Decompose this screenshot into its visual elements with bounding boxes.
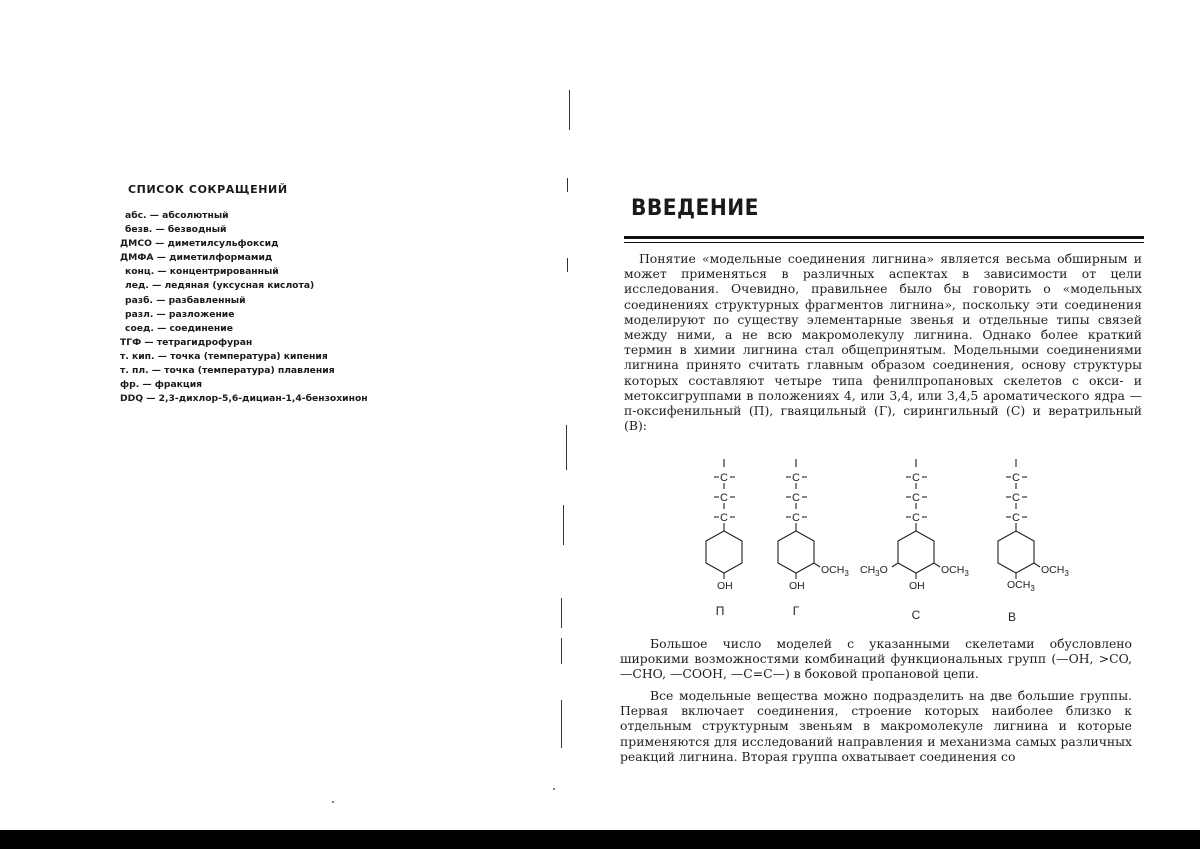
gutter-line: [567, 258, 568, 272]
gutter-line: [563, 505, 564, 545]
abbreviation-item: ТГФ — тетрагидрофуран: [120, 336, 253, 348]
gutter-line: [567, 178, 568, 192]
methoxy-label: $OCH_3$: [821, 564, 849, 578]
abbreviation-item: разл. — разложение: [125, 308, 235, 320]
abbreviation-item: абс. — абсолютный: [125, 210, 229, 221]
title-rule-thin: [624, 242, 1144, 243]
methoxy-left-label: $CH_3O$: [860, 564, 888, 578]
abbreviations-list: [120, 209, 368, 406]
abbreviation-item: соед. — соединение: [125, 322, 233, 334]
chain-carbon-label: C: [720, 512, 728, 524]
scan-speck: [553, 788, 555, 790]
gutter-line: [561, 638, 562, 664]
structure-p-ring: [706, 531, 742, 573]
abbreviation-item: т. кип. — точка (температура) кипения: [120, 350, 328, 362]
structural-formulas: [680, 455, 1080, 630]
chain-carbon-label: C: [792, 512, 800, 524]
intro-paragraph: Понятие «модельные соединения лигнина» является весьма обширным и может применяться в различных аспектах в зависимости от цели исследования. Очевидно, правильнее было бы говорить о «модельных соединениях структурных фрагментов лигнина», поскольку эти соединения моделируют по существу элементарные звенья и отдельные типы связей между ними, а не всю макромолекулу лигнина. Однако более краткий термин в химии лигнина стал общепринятым. Модельными соединениями лигнина принято считать главным образом соединения, основу структуры которых составляют четыре типа фенилпропановых скелетов с окси- и метоксигруппами в положениях 4, или 3,4, или 3,4,5 ароматического ядра — п-оксифенильный (П), гваяцильный (Г), сирингильный (С) и вератрильный (В):: [624, 251, 1142, 434]
hydroxyl-label: OH: [789, 580, 805, 592]
chain-carbon-label: C: [912, 512, 920, 524]
abbreviations-title: СПИСОК СОКРАЩЕНИЙ: [128, 183, 288, 196]
chain-carbon-label: C: [1012, 472, 1020, 484]
structure-label-g: Г: [792, 604, 800, 618]
hydroxyl-label: OH: [717, 580, 733, 592]
chain-carbon-label: C: [720, 472, 728, 484]
title-rule-thick: [624, 236, 1144, 239]
abbreviation-item: лед. — ледяная (уксусная кислота): [125, 280, 315, 292]
chain-carbon-label: C: [912, 492, 920, 504]
gutter-line: [561, 598, 562, 628]
abbreviation-item: DDQ — 2,3-дихлор-5,6-дициан-1,4-бензохинон: [120, 393, 368, 405]
abbreviation-item: ДМФА — диметилформамид: [120, 252, 273, 264]
methoxy-label: $OCH_3$: [941, 564, 969, 578]
chain-carbon-label: C: [912, 472, 920, 484]
abbreviation-item: фр. — фракция: [120, 379, 203, 391]
structure-g-ring: [778, 531, 814, 573]
scan-speck: [332, 801, 334, 803]
gutter-line: [566, 425, 567, 470]
scan-bottom-edge: [0, 830, 1200, 849]
chain-carbon-label: C: [792, 492, 800, 504]
chain-carbon-label: C: [792, 472, 800, 484]
chain-carbon-label: C: [720, 492, 728, 504]
abbreviation-item: ДМСО — диметилсульфоксид: [120, 238, 279, 250]
groups-paragraph: Все модельные вещества можно подразделить на две большие группы. Первая включает соединения, строение которых наиболее близко к отдельным структурным звеньям в макромолекуле лигнина и которые применяются для исследований направления и механизма самых различных реакций лигнина. Вторая группа охватывает соединения со: [620, 688, 1132, 764]
structure-s-ring: [898, 531, 934, 573]
structure-label-p: П: [715, 604, 725, 618]
structure-v-ring: [998, 531, 1034, 573]
abbreviation-item: т. пл. — точка (температура) плавления: [120, 365, 335, 377]
methoxy-para-label: $OCH_3$: [1007, 579, 1035, 593]
left-page: [0, 0, 570, 849]
methoxy-label: $OCH_3$: [1041, 564, 1069, 578]
abbreviation-item: конц. — концентрированный: [125, 266, 279, 278]
structure-label-s: С: [911, 608, 921, 622]
structure-label-v: В: [1007, 610, 1017, 624]
abbreviation-item: безв. — безводный: [125, 224, 227, 236]
models-paragraph: Большое число моделей с указанными скелетами обусловлено широкими возможностями комбинаций функциональных групп (—OH, >CO, —CHO, —COOH, —C=C—) в боковой пропановой цепи.: [620, 636, 1132, 682]
hydroxyl-label: OH: [909, 580, 925, 592]
chain-carbon-label: C: [1012, 492, 1020, 504]
gutter-line: [561, 700, 562, 748]
abbreviation-item: разб. — разбавленный: [125, 294, 246, 306]
chapter-title: ВВЕДЕНИЕ: [631, 196, 759, 221]
chain-carbon-label: C: [1012, 512, 1020, 524]
